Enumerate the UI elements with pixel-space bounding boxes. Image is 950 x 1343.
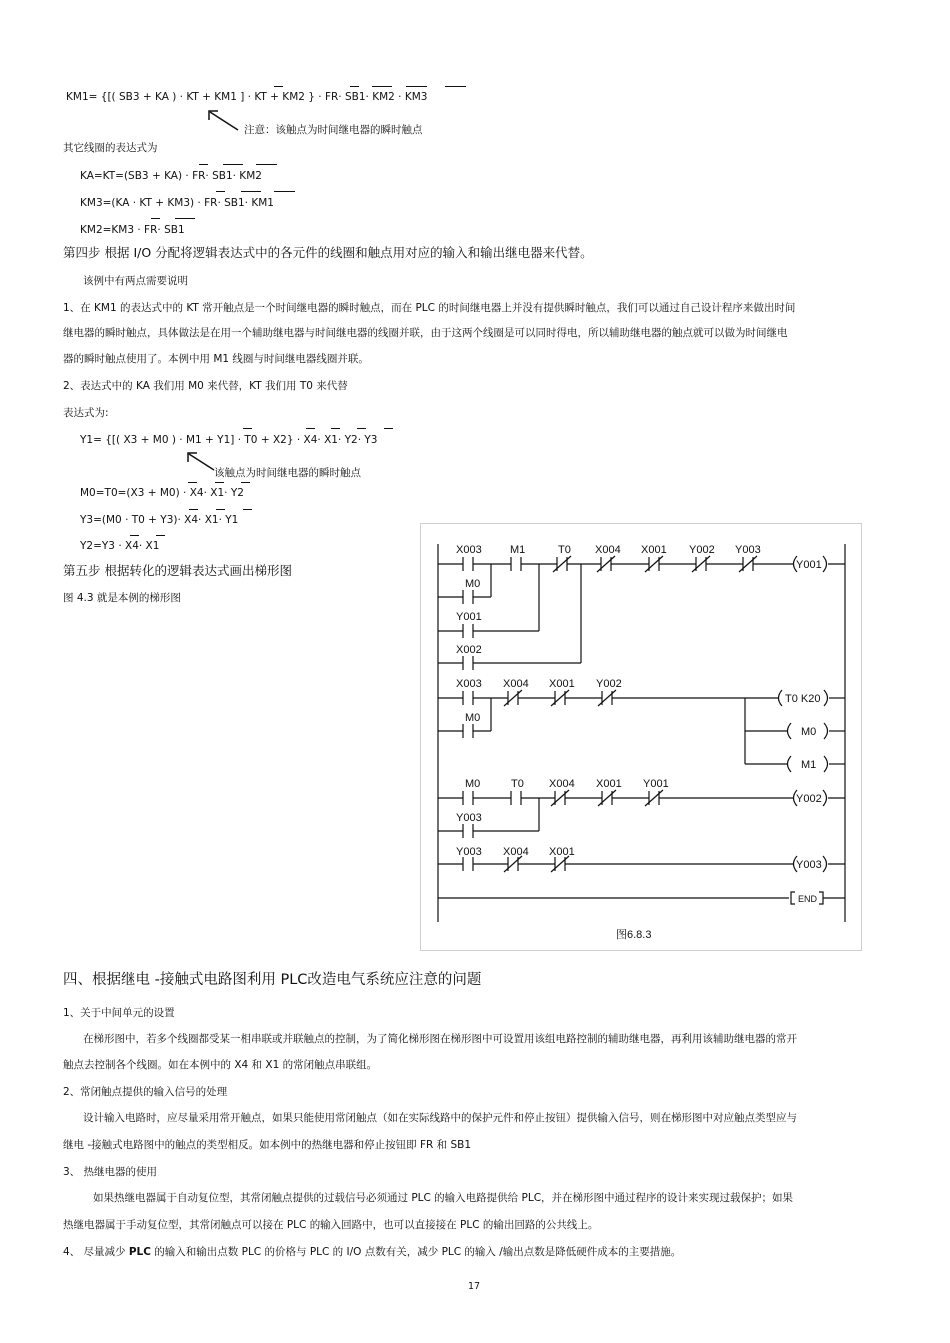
formula-ka: KA=KT=(SB3 + KA) · FR· SB1· KM2: [80, 170, 262, 182]
step4-title: 第四步 根据 I/O 分配将逻辑表达式中的各元件的线圈和触点用对应的输入和输出继电器来代替。: [63, 245, 593, 260]
overbar: [406, 86, 427, 87]
item4-line: [63, 1245, 681, 1259]
coil-label: M1: [801, 759, 817, 771]
coil-label: T0 K20: [785, 693, 821, 705]
label: Y003: [735, 544, 761, 556]
step5-title: 第五步 根据转化的逻辑表达式画出梯形图: [63, 563, 292, 578]
label: X004: [549, 778, 575, 790]
formula-km1: KM1= {[( SB3 + KA ) · KT + KM1 ] · KT + KM2 } · FR· SB1· KM2 · KM3: [66, 91, 428, 103]
overbar: [215, 482, 224, 483]
overbar: [175, 218, 195, 219]
overbar: [241, 191, 261, 192]
label: M0: [465, 712, 481, 724]
contact-no-m1: [511, 557, 521, 571]
step4-paragraph2: 2、表达式中的 KA 我们用 M0 来代替，KT 我们用 T0 来代替: [63, 380, 348, 392]
overbar: [384, 428, 393, 429]
contact-no-x003: [463, 557, 473, 571]
ladder-diagram: [420, 523, 862, 951]
label: M1: [510, 544, 526, 556]
step4-intro: 该例中有两点需要说明: [83, 275, 188, 287]
label: X001: [549, 846, 575, 858]
label: X001: [641, 544, 667, 556]
arrow-icon: [205, 108, 241, 132]
figure-caption: 图6.8.3: [616, 929, 652, 941]
section4-title: 四、根据继电 -接触式电路图利用 PLC改造电气系统应注意的问题: [63, 972, 482, 988]
formula-y3: Y3=(M0 · T0 + Y3)· X4· X1· Y1: [80, 514, 239, 526]
overbar: [306, 428, 315, 429]
item4-rest: 的输入和输出点数 PLC 的价格与 PLC 的 I/O 点数有关，减少 PLC 的输入 /输出点数是降低硬件成本的主要措施。: [150, 1246, 682, 1258]
contact-no-y001: [463, 624, 473, 638]
item1-line1: 在梯形图中，若多个线圈都受某一相串联或并联触点的控制，为了简化梯形图在梯形图中可设置用该组电路控制的辅助继电器，再利用该辅助继电器的常开: [83, 1033, 797, 1045]
overbar: [357, 428, 366, 429]
overbar: [243, 509, 252, 510]
overbar: [199, 164, 208, 165]
item2-title: 2、常闭触点提供的输入信号的处理: [63, 1086, 228, 1098]
label: Y002: [689, 544, 715, 556]
label: X004: [503, 678, 529, 690]
overbar: [216, 191, 225, 192]
overbar: [188, 482, 197, 483]
overbar: [256, 164, 277, 165]
step5-intro: 图 4.3 就是本例的梯形图: [63, 592, 181, 604]
formula-m0: M0=T0=(X3 + M0) · X4· X1· Y2: [80, 487, 244, 499]
label: Y001: [643, 778, 669, 790]
contact-no-x003: [463, 691, 473, 705]
contact-no-t0: [511, 791, 521, 805]
overbar: [445, 86, 466, 87]
item1-title: 1、关于中间单元的设置: [63, 1007, 175, 1019]
contact-no-m0: [463, 791, 473, 805]
page-number: 17: [468, 1281, 481, 1292]
item1-line2: 触点去控制各个线圈。如在本例中的 X4 和 X1 的常闭触点串联组。: [63, 1059, 378, 1071]
contact-no-y003: [463, 857, 473, 871]
label: T0: [511, 778, 524, 790]
formula-km2: KM2=KM3 · FR· SB1: [80, 224, 185, 236]
step4-paragraph1-line2: 继电器的瞬时触点，具体做法是在用一个辅助继电器与时间继电器的线圈并联，由于这两个线圈是可以同时得电，所以辅助继电器的触点就可以做为时间继电: [63, 327, 788, 339]
expression-intro: 表达式为:: [63, 407, 109, 419]
coil-label: M0: [801, 726, 817, 738]
contact-no-m0: [463, 590, 473, 604]
overbar: [151, 218, 160, 219]
label: Y002: [596, 678, 622, 690]
item3-line2: 热继电器属于手动复位型，其常闭触点可以接在 PLC 的输入回路中，也可以直接接在 PLC 的输出回路的公共线上。: [63, 1219, 599, 1231]
label: Y003: [456, 846, 482, 858]
item2-line1: 设计输入电路时，应尽量采用常开触点，如果只能使用常闭触点（如在实际线路中的保护元件和停止按钮）提供输入信号，则在梯形图中对应触点类型应与: [83, 1112, 797, 1124]
overbar: [223, 164, 243, 165]
formula-km3: KM3=(KA · KT + KM3) · FR· SB1· KM1: [80, 197, 274, 209]
overbar: [189, 509, 198, 510]
note-y1: 该触点为时间继电器的瞬时触点: [214, 467, 361, 479]
overbar: [350, 86, 359, 87]
label: X004: [595, 544, 621, 556]
contact-no-m0: [463, 724, 473, 738]
overbar: [331, 428, 340, 429]
item4-prefix: 4、 尽量减少: [63, 1246, 129, 1258]
label: M0: [465, 778, 481, 790]
step4-paragraph1-line1: 1、在 KM1 的表达式中的 KT 常开触点是一个时间继电器的瞬时触点，而在 PLC 的时间继电器上并没有提供瞬时触点，我们可以通过自己设计程序来做出时间: [63, 302, 796, 314]
contact-no-y003: [463, 824, 473, 838]
arrow-icon: [184, 450, 216, 472]
formula-y1: Y1= {[( X3 + M0 ) · M1 + Y1] · T0 + X2} · X4· X1· Y2· Y3: [80, 434, 378, 446]
label: M0: [465, 578, 481, 590]
contact-no-x002: [463, 656, 473, 670]
label: Y003: [456, 812, 482, 824]
item3-title: 3、 热继电器的使用: [63, 1166, 158, 1178]
overbar: [372, 86, 392, 87]
label: T0: [558, 544, 571, 556]
label: Y001: [456, 611, 482, 623]
overbar: [274, 191, 295, 192]
formula-y2: Y2=Y3 · X4· X1: [80, 540, 160, 552]
label: X002: [456, 644, 482, 656]
item4-bold: PLC: [128, 1246, 151, 1258]
label: X004: [503, 846, 529, 858]
label: X003: [456, 544, 482, 556]
item3-line1: 如果热继电器属于自动复位型，其常闭触点提供的过载信号必须通过 PLC 的输入电路提供给 PLC，并在梯形图中通过程序的设计来实现过载保护；如果: [93, 1192, 794, 1204]
overbar: [130, 535, 139, 536]
note-km1: 注意：该触点为时间继电器的瞬时触点: [244, 124, 423, 136]
coil-label: Y002: [796, 793, 822, 805]
overbar: [241, 482, 250, 483]
item2-line2: 继电 -接触式电路图中的触点的类型相反。如本例中的热继电器和停止按钮即 FR 和 SB1: [63, 1139, 472, 1151]
step4-paragraph1-line3: 器的瞬时触点使用了。本例中用 M1 线圈与时间继电器线圈并联。: [63, 353, 369, 365]
label: X001: [549, 678, 575, 690]
coil-label: Y003: [796, 859, 822, 871]
overbar: [156, 535, 165, 536]
label: X001: [596, 778, 622, 790]
end-label: END: [798, 894, 818, 904]
overbar: [216, 509, 225, 510]
label: X003: [456, 678, 482, 690]
coil-label: Y001: [796, 559, 822, 571]
others-intro: 其它线圈的表达式为: [63, 142, 158, 154]
overbar: [274, 86, 283, 87]
overbar: [243, 428, 252, 429]
